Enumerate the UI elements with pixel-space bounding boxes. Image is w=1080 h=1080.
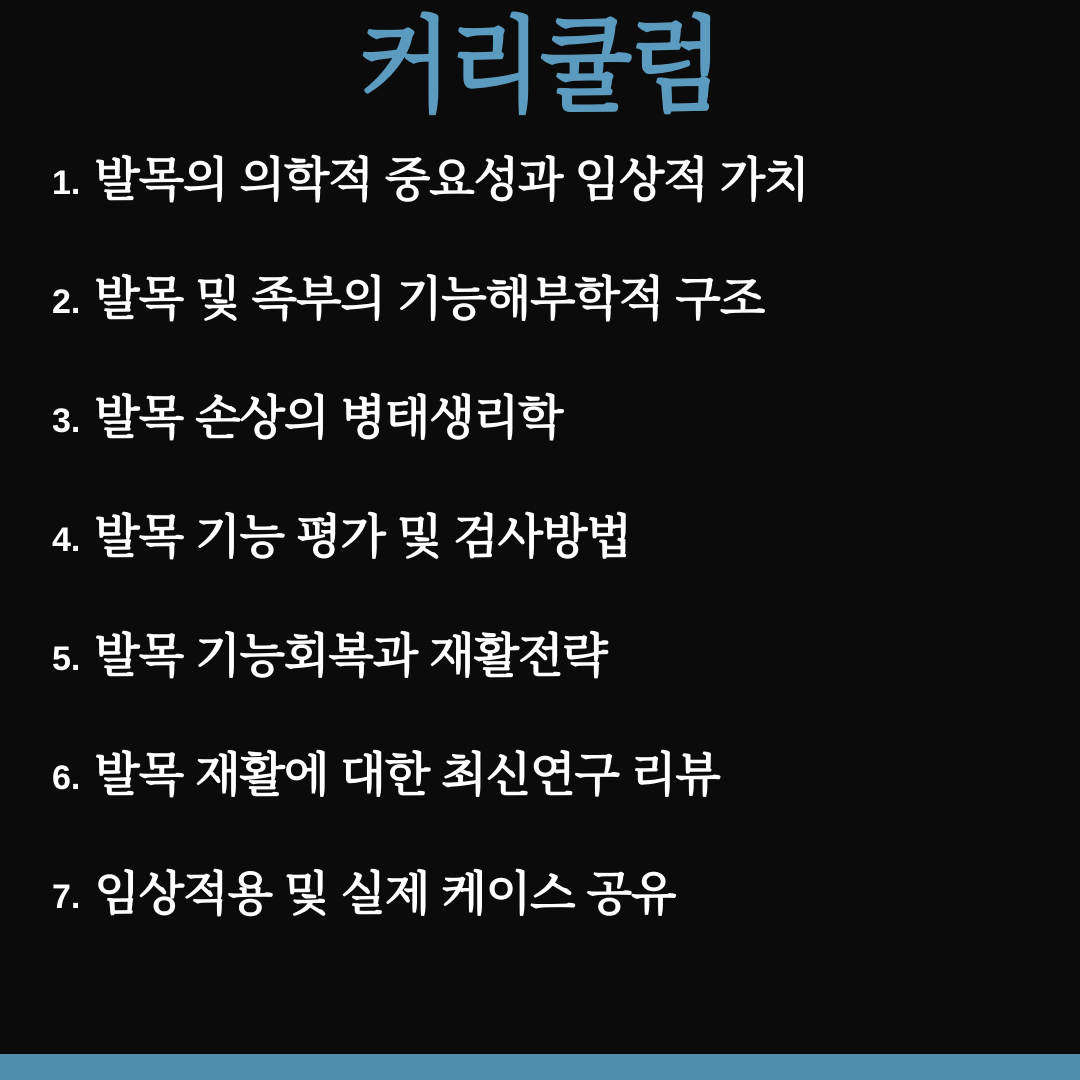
list-item-label: 발목 기능 평가 및 검사방법 <box>94 510 632 563</box>
list-item-number: 7. <box>52 878 81 916</box>
list-item <box>52 393 1034 512</box>
list-item-number: 4. <box>52 521 81 559</box>
list-item-label: 발목 및 족부의 기능해부학적 구조 <box>94 272 765 325</box>
list-item-label: 발목 손상의 병태생리학 <box>94 391 563 444</box>
list-item-number: 5. <box>52 640 81 678</box>
list-item-label: 발목 재활에 대한 최신연구 리뷰 <box>94 748 720 801</box>
list-item-number: 3. <box>52 402 81 440</box>
list-item-number: 1. <box>52 164 81 202</box>
list-item-label: 발목 기능회복과 재활전략 <box>94 629 607 682</box>
list-item <box>52 631 1034 750</box>
page-title: 커리큘럼 <box>358 9 722 125</box>
list-item <box>52 750 1034 869</box>
list-item-number: 6. <box>52 759 81 797</box>
footer-accent-bar <box>0 1054 1080 1080</box>
list-item <box>52 274 1034 393</box>
list-item-label: 임상적용 및 실제 케이스 공유 <box>94 867 676 920</box>
list-item-label: 발목의 의학적 중요성과 임상적 가치 <box>94 153 809 206</box>
list-item <box>52 869 1034 988</box>
list-item <box>52 155 1034 274</box>
slide-title-container <box>0 0 1080 145</box>
list-item <box>52 512 1034 631</box>
curriculum-list <box>0 145 1080 1080</box>
list-item-number: 2. <box>52 283 81 321</box>
